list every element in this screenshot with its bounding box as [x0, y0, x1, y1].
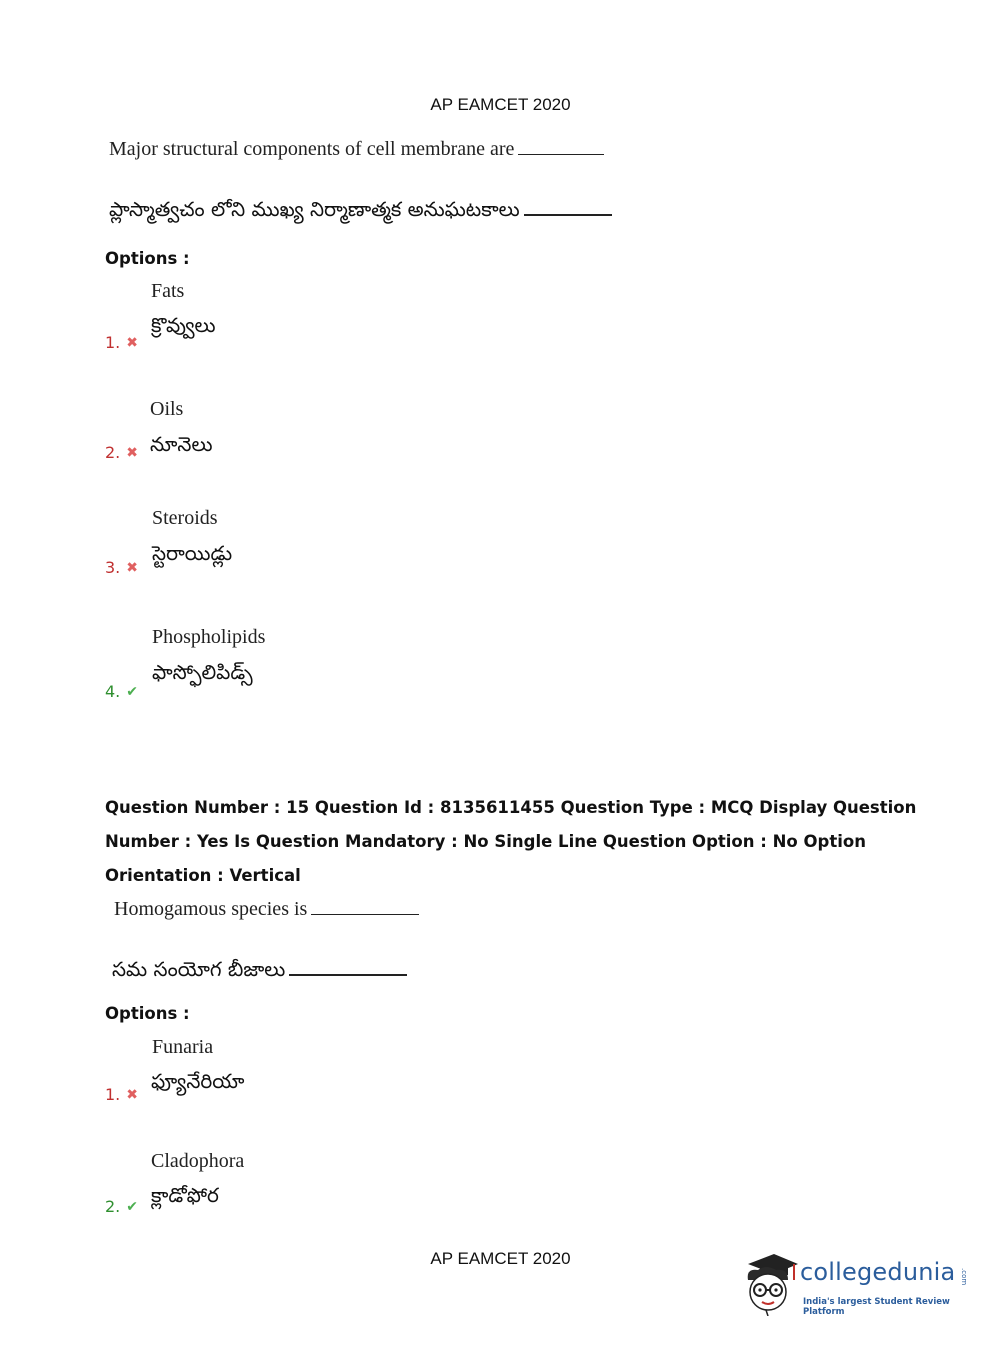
option-number-label: 2.	[105, 443, 121, 462]
option-4-en: Phospholipids	[152, 626, 266, 648]
question-text-en	[114, 898, 419, 921]
question-text-te-label: సమ సంయోగ బీజాలు	[112, 957, 286, 981]
option-3-number[interactable]	[105, 558, 138, 577]
options-label: Options :	[105, 1004, 190, 1023]
question-text-en-label: Homogamous species is	[114, 898, 308, 920]
option-number-label: 1.	[105, 1085, 121, 1104]
answer-blank	[311, 913, 419, 915]
cross-mark-icon: ✖	[126, 445, 138, 461]
option-1-en: Funaria	[152, 1036, 214, 1058]
option-1-en: Fats	[151, 280, 185, 302]
option-1-te: ఫ్యూనేరియా	[151, 1069, 245, 1093]
option-2-number[interactable]	[105, 1197, 138, 1216]
option-4-number[interactable]	[105, 682, 138, 701]
option-2-te: క్లాడోఫోర	[151, 1183, 219, 1207]
cross-mark-icon: ✖	[126, 335, 138, 351]
option-2-en: Cladophora	[151, 1150, 245, 1172]
question-text-te	[112, 957, 407, 986]
page-header: AP EAMCET 2020	[430, 95, 571, 114]
question-text-te-label: ప్లాస్మాత్వచం లోని ముఖ్య నిర్మాణాత్మక అనుఘటకాలు	[109, 197, 520, 221]
option-1-number[interactable]	[105, 333, 138, 352]
cross-mark-icon: ✖	[126, 560, 138, 576]
option-2-te: నూనెలు	[150, 432, 213, 456]
option-1-te: క్రొవ్వులు	[151, 313, 216, 337]
option-4-te: ఫాస్ఫోలిపిడ్స్	[152, 660, 253, 684]
question-meta-line-3: Orientation : Vertical	[105, 866, 301, 885]
cross-mark-icon: ✖	[126, 1087, 138, 1103]
mascot-icon	[742, 1250, 800, 1316]
option-number-label: 1.	[105, 333, 121, 352]
answer-blank	[289, 973, 407, 976]
logo-suffix: .com	[960, 1268, 968, 1286]
question-text-en	[109, 138, 604, 161]
collegedunia-logo[interactable]	[742, 1250, 972, 1320]
option-number-label: 3.	[105, 558, 121, 577]
question-text-te	[109, 197, 612, 226]
option-number-label: 4.	[105, 682, 121, 701]
question-meta-line-2: Number : Yes Is Question Mandatory : No Single Line Question Option : No Option	[105, 832, 866, 851]
question-text-en-label: Major structural components of cell membrane are	[109, 138, 515, 160]
check-mark-icon: ✔	[126, 1199, 138, 1215]
option-3-en: Steroids	[152, 507, 218, 529]
logo-wordmark: collegedunia	[800, 1258, 956, 1286]
option-number-label: 2.	[105, 1197, 121, 1216]
answer-blank	[524, 213, 612, 216]
option-2-number[interactable]	[105, 443, 138, 462]
option-1-number[interactable]	[105, 1085, 138, 1104]
answer-blank	[518, 153, 604, 155]
logo-tagline: India's largest Student Review Platform	[803, 1297, 950, 1317]
question-meta-line-1: Question Number : 15 Question Id : 8135611455 Question Type : MCQ Display Question	[105, 798, 917, 817]
options-label: Options :	[105, 249, 190, 268]
option-2-en: Oils	[150, 398, 184, 420]
check-mark-icon: ✔	[126, 684, 138, 700]
option-3-te: స్టెరాయిడ్లు	[152, 541, 233, 565]
page-footer: AP EAMCET 2020	[430, 1249, 571, 1268]
